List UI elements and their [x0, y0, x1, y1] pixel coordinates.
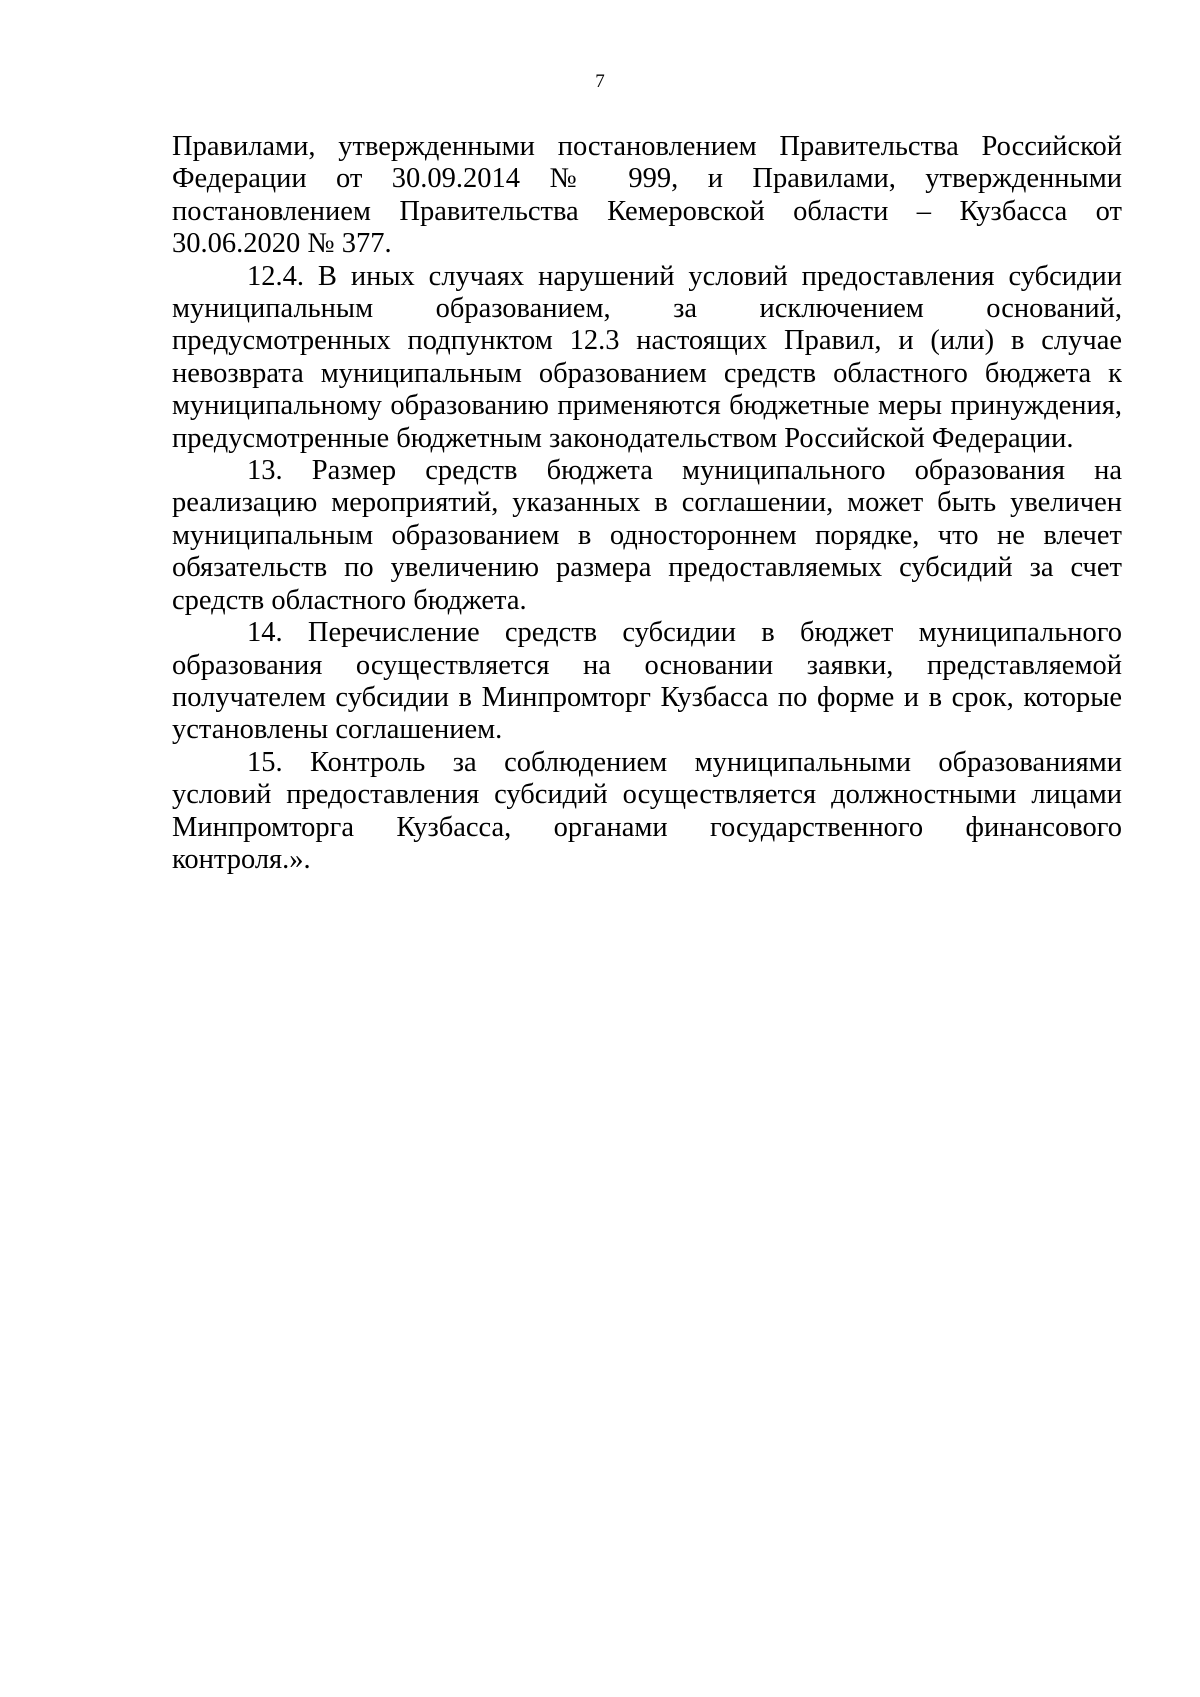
document-body — [172, 131, 1122, 876]
paragraph-clause-14: 14. Перечисление средств субсидии в бюджет муниципального образования осуществляется на основании заявки, представляемой получателем субсидии в Минпромторг Кузбасса по форме и в срок, которые установлены соглашением. — [172, 617, 1122, 746]
page-number: 7 — [595, 71, 605, 92]
paragraph-clause-13: 13. Размер средств бюджета муниципального образования на реализацию мероприятий, указанных в соглашении, может быть увеличен муниципальным образованием в одностороннем порядке, что не влечет обязательств по увеличению размера предоставляемых субсидий за счет средств областного бюджета. — [172, 455, 1122, 616]
paragraph-clause-12-4: 12.4. В иных случаях нарушений условий предоставления субсидии муниципальным образованием, за исключением оснований, предусмотренных подпунктом 12.3 настоящих Правил, и (или) в случае невозврата муниципальным образованием средств областного бюджета к муниципальному образованию применяются бюджетные меры принуждения, предусмотренные бюджетным законодательством Российской Федерации. — [172, 260, 1122, 454]
paragraph-continuation: Правилами, утвержденными постановлением Правительства Российской Федерации от 30.09.2014 № 999, и Правилами, утвержденными постановлением Правительства Кемеровской области – Кузбасса от 30.06.2020 № 377. — [172, 131, 1122, 260]
paragraph-clause-15: 15. Контроль за соблюдением муниципальными образованиями условий предоставления субсидий осуществляется должностными лицами Минпромторга Кузбасса, органами государственного финансового контроля.». — [172, 746, 1122, 875]
